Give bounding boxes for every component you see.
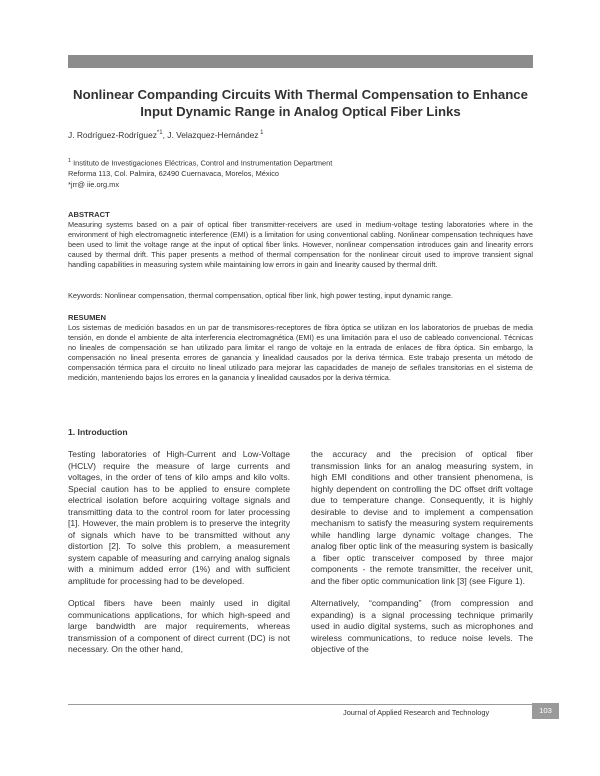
author-name: J. Rodríguez-Rodríguez — [68, 130, 157, 140]
affiliation-mark: 1 — [68, 158, 72, 164]
author-list — [68, 130, 264, 140]
paper-title: Nonlinear Companding Circuits With Thermal Compensation to Enhance Input Dynamic Range in Analog Optical Fiber Links — [73, 87, 528, 119]
page-number: 103 — [532, 703, 559, 719]
body-paragraph: Optical fibers have been mainly used in digital communications applications, for which high-speed and large bandwidth are major requirements, whereas transmission of a component of direct current (DC) is not necessary. On the other hand, — [68, 598, 290, 655]
author-name: J. Velazquez-Hernández — [167, 130, 259, 140]
contact-email: *jrr@ iie.org.mx — [68, 179, 120, 189]
resumen-text: Los sistemas de medición basados en un par de transmisores-receptores de fibra óptica se utilizan en los laboratorios de pruebas de media tensión, en donde el ambiente de alta interferencia electromagnética (EMI) es una limitación para el uso de cableado convencional. Técnicas no lineales de compensación se han utilizado para limitar el rango de voltaje en la entrada de enlaces de fibra óptica. Sin embargo, la compensación no lineal presenta errores de ganancia y linealidad causados por la deriva térmica. Este trabajo presenta un método de compensación térmica para el circuito no lineal utilizado para mejorar las capacidades de manejo de señales transitorias en el sistema de medición, manteniendo bajos los errores en la ganancia y linealidad causados por la deriva térmica. — [68, 323, 533, 382]
abstract-text: Measuring systems based on a pair of optical fiber transmitter-receivers are used in medium-voltage testing laboratories where in the environment of high electromagnetic interference (EMI) is a limitation for using conventional cabling. Nonlinear compensation techniques have been used to limit the voltage range at the input of optical fiber links. However, nonlinear compensation introduces gain and linearity errors caused by thermal drift. This paper presents a method of thermal compensation for the nonlinear circuit used to improve transient signal handling capabilities in measuring system while maintaining low errors in gain and linearity caused by thermal drift. — [68, 220, 533, 269]
section-heading: 1. Introduction — [68, 427, 128, 437]
affiliation — [68, 156, 332, 190]
body-column-left — [68, 449, 290, 666]
body-column-right — [311, 449, 533, 666]
body-paragraph: the accuracy and the precision of optical fiber transmission links for an analog measuring system, in high EMI conditions and other transient phenomena, is highly dependent on controlling the DC offset drift voltage due to temperature change. Consequently, it is highly desirable to devise and to implement a compensation mechanism to satisfy the measuring system requirements while handling large dynamic voltage changes. The analog fiber optic link of the measuring system is basically a fiber optic transceiver composed by three major components - the remote transmitter, the receiver unit, and the fiber optic communication link [3] (see Figure 1). — [311, 449, 533, 587]
journal-name: Journal of Applied Research and Technology — [343, 708, 490, 717]
header-bar — [68, 55, 533, 68]
body-paragraph: Alternatively, “companding” (from compression and expanding) is a signal processing technique primarily used in audio digital systems, such as microphones and wireless communications, to reduce noise levels. The objective of the — [311, 598, 533, 655]
keywords: Keywords: Nonlinear compensation, thermal compensation, optical fiber link, high power testing, input dynamic range. — [68, 291, 453, 300]
affiliation-line: Reforma 113, Col. Palmira, 62490 Cuernavaca, Morelos, México — [68, 169, 280, 179]
affiliation-line: $^1$ Instituto de Investigaciones Eléctricas, Control and Instrumentation Department — [68, 158, 333, 168]
body-paragraph: Testing laboratories of High-Current and Low-Voltage (HCLV) require the measure of large currents and voltages, in the order of tens of kilo amps and kilo volts. Special caution has to be applied to ensure complete electrical isolation before acquiring voltage signals and transmitting data to the control room for later processing [1]. However, the main problem is to preserve the integrity of signals which have to be transmitted without any distortion [2]. To solve this problem, a measurement system capable of measuring and carrying analog signals with a minimum added error (1%) and with sufficient amplitude for processing had to be developed. — [68, 449, 290, 587]
resumen-heading: RESUMEN — [68, 313, 106, 322]
author-affiliation-mark: *1 — [156, 130, 163, 137]
abstract-heading: ABSTRACT — [68, 210, 110, 219]
footer-divider — [68, 704, 533, 705]
author-affiliation-mark: 1 — [258, 130, 264, 137]
author-separator: , — [162, 130, 168, 140]
